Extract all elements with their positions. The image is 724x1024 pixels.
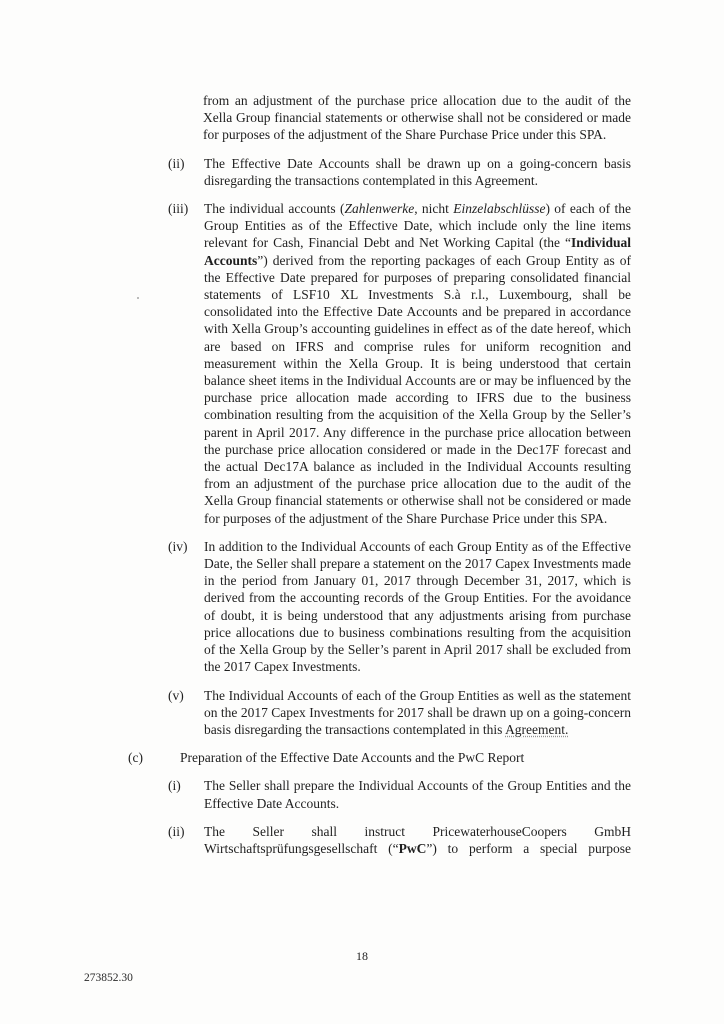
list-item-c-i bbox=[168, 777, 631, 811]
list-item-c-ii bbox=[168, 823, 631, 857]
item-text: The Individual Accounts of each of the Group Entities as well as the statement on the 2017 Capex Investments for 2017 shall be drawn up on a going-concern basis disregarding the transactions contemplated in this Agreement. bbox=[204, 687, 631, 737]
list-item-v bbox=[168, 687, 631, 739]
item-text: The Effective Date Accounts shall be drawn up on a going-concern basis disregarding the transactions contemplated in this Agreement. bbox=[204, 155, 631, 188]
item-text: The Seller shall prepare the Individual Accounts of the Group Entities and the Effective Date Accounts. bbox=[204, 778, 631, 811]
section-c bbox=[128, 749, 631, 766]
item-marker: (v) bbox=[168, 687, 184, 703]
document-content bbox=[128, 92, 631, 868]
item-text: The Seller shall instruct PricewaterhouseCoopers GmbH Wirtschaftsprüfungsgesellschaft (“PwC”) to perform a special purpose bbox=[204, 823, 631, 856]
item-text: The individual accounts (Zahlenwerke, nicht Einzelabschlüsse) of each of the Group Entities as of the Effective Date, which include only the line items relevant for Cash, Financial Debt and Net Working Capital (the “Individual Accounts”) derived from the reporting packages of each Group Entity as of the Effective Date prepared for purposes of preparing consolidated financial statements of LSF10 XL Investments S.à r.l., Luxembourg, shall be consolidated into the Effective Date Accounts and be prepared in accordance with Xella Group’s accounting guidelines in effect as of the date hereof, which are based on IFRS and comprise rules for uniform recognition and measurement within the Xella Group. It is being understood that certain balance sheet items in the Individual Accounts are or may be influenced by the purchase price allocation made according to IFRS due to the business combination resulting from the acquisition of the Xella Group by the Seller’s parent in April 2017. Any difference in the purchase price allocation between the purchase price allocation considered or made in the Dec17F forecast and the actual Dec17A balance as included in the Individual Accounts resulting from an adjustment of the purchase price allocation due to the audit of the Xella Group financial statements or otherwise shall not be considered or made for purposes of the adjustment of the Share Purchase Price under this SPA. bbox=[204, 201, 631, 526]
item-text: In addition to the Individual Accounts of each Group Entity as of the Effective Date, the Seller shall prepare a statement on the 2017 Capex Investments made in the period from January 01, 2017 through December 31, 2017, which is derived from the accounting records of the Group Entities. For the avoidance of doubt, it is being understood that any adjustments arising from purchase price allocations due to business combinations resulting from the acquisition of the Xella Group by the Seller’s parent in April 2017 shall be excluded from the 2017 Capex Investments. bbox=[204, 538, 631, 675]
section-marker: (c) bbox=[128, 750, 143, 766]
paragraph-continuation: from an adjustment of the purchase price allocation due to the audit of the Xella Group financial statements or otherwise shall not be considered or made for purposes of the adjustment of the Share Purchase Price under this SPA. bbox=[203, 93, 631, 143]
section-heading: Preparation of the Effective Date Accounts and the PwC Report bbox=[180, 750, 525, 766]
list-item-ii bbox=[168, 155, 631, 189]
page-number: 18 bbox=[356, 949, 368, 963]
item-marker: (ii) bbox=[168, 823, 185, 839]
item-marker: (i) bbox=[168, 778, 181, 794]
document-reference-number: 273852.30 bbox=[84, 972, 133, 984]
item-marker: (iv) bbox=[168, 538, 188, 554]
item-marker: (ii) bbox=[168, 155, 185, 171]
list-item-iv bbox=[168, 538, 631, 676]
item-marker: (iii) bbox=[168, 201, 189, 217]
list-item-iii bbox=[168, 200, 631, 527]
